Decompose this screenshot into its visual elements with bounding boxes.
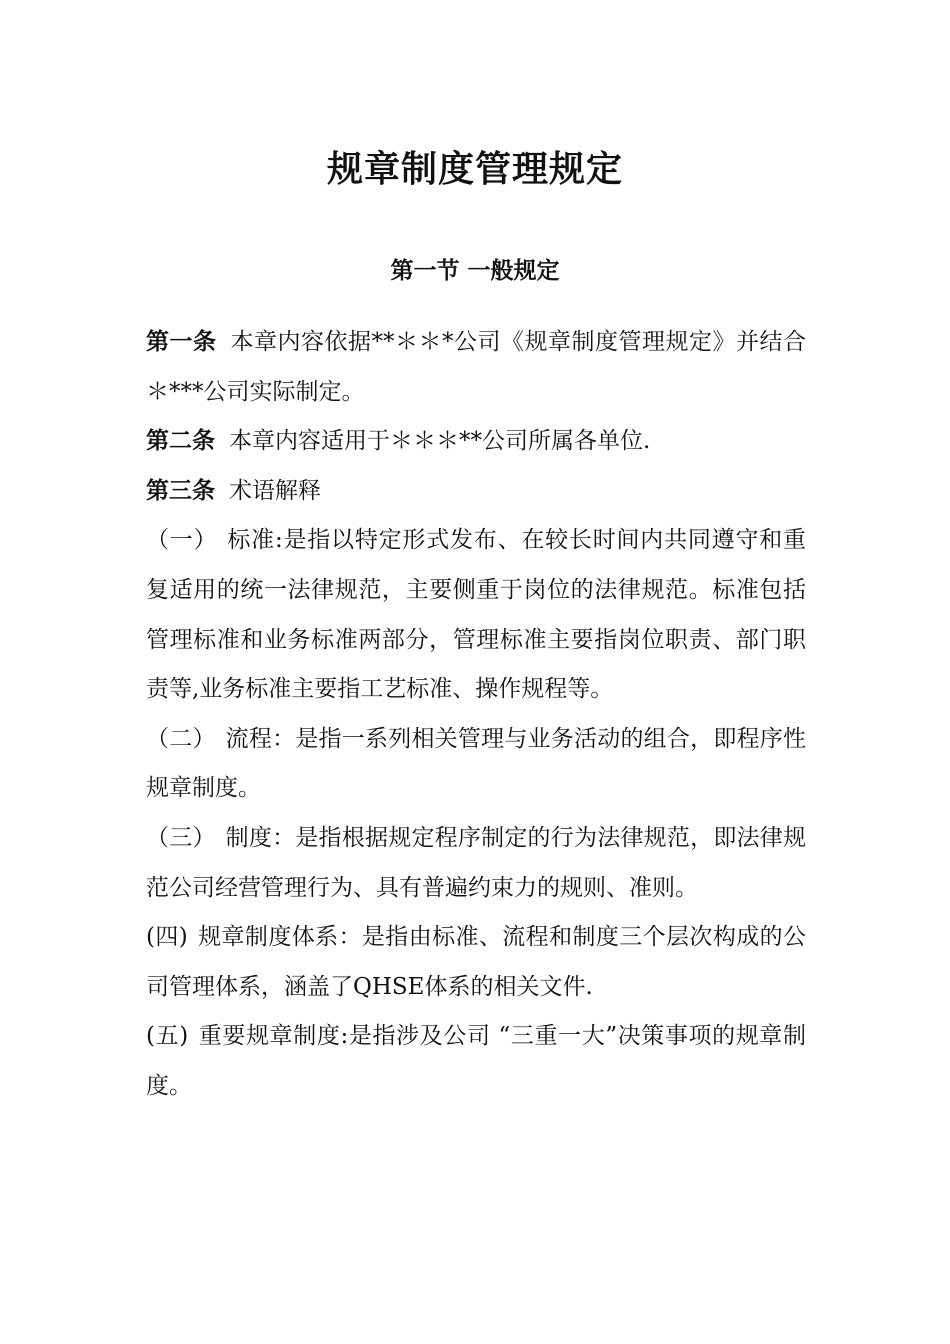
- document-body: [146, 318, 806, 1112]
- term-item-1-label: （一）: [146, 527, 218, 554]
- term-item-4-label: (四): [146, 924, 188, 951]
- article-3-text: 术语解释: [229, 477, 321, 504]
- article-1: [146, 318, 806, 417]
- article-2-text: 本章内容适用于＊＊＊**公司所属各单位.: [229, 428, 651, 455]
- term-item-1-text: 标准:是指以特定形式发布、在较长时间内共同遵守和重复适用的统一法律规范，主要侧重于岗位的法律规范。标准包括管理标准和业务标准两部分，管理标准主要指岗位职责、部门职责等,业务标准主要指工艺标准、操作规程等。: [146, 527, 807, 703]
- article-3: [146, 467, 806, 517]
- term-item-2: [146, 715, 806, 814]
- term-item-4-text: 规章制度体系：是指由标准、流程和制度三个层次构成的公司管理体系，涵盖了QHSE体系的相关文件.: [146, 924, 807, 1000]
- term-item-3-label: （三）: [146, 824, 216, 851]
- term-item-3: [146, 814, 806, 913]
- article-1-text: 本章内容依据**＊＊*公司《规章制度管理规定》并结合＊***公司实际制定。: [146, 329, 806, 405]
- term-item-5-label: (五): [146, 1023, 189, 1050]
- term-item-2-label: （二）: [146, 725, 216, 752]
- article-2-label: 第二条: [146, 428, 215, 455]
- term-item-5: [146, 1012, 806, 1111]
- article-3-label: 第三条: [146, 477, 215, 504]
- article-2: [146, 417, 806, 467]
- article-1-label: 第一条: [146, 329, 217, 355]
- document-title: 规章制度管理规定: [326, 149, 623, 190]
- section-title: 第一节 一般规定: [390, 258, 560, 284]
- term-item-3-text: 制度：是指根据规定程序制定的行为法律规范，即法律规范公司经营管理行为、具有普遍约束力的规则、准则。: [146, 824, 807, 901]
- term-item-1: [146, 516, 806, 714]
- term-item-4: [146, 913, 806, 1012]
- term-item-2-text: 流程：是指一系列相关管理与业务活动的组合，即程序性规章制度。: [146, 725, 807, 802]
- term-item-5-text: 重要规章制度:是指涉及公司 “三重一大”决策事项的规章制度。: [146, 1023, 807, 1099]
